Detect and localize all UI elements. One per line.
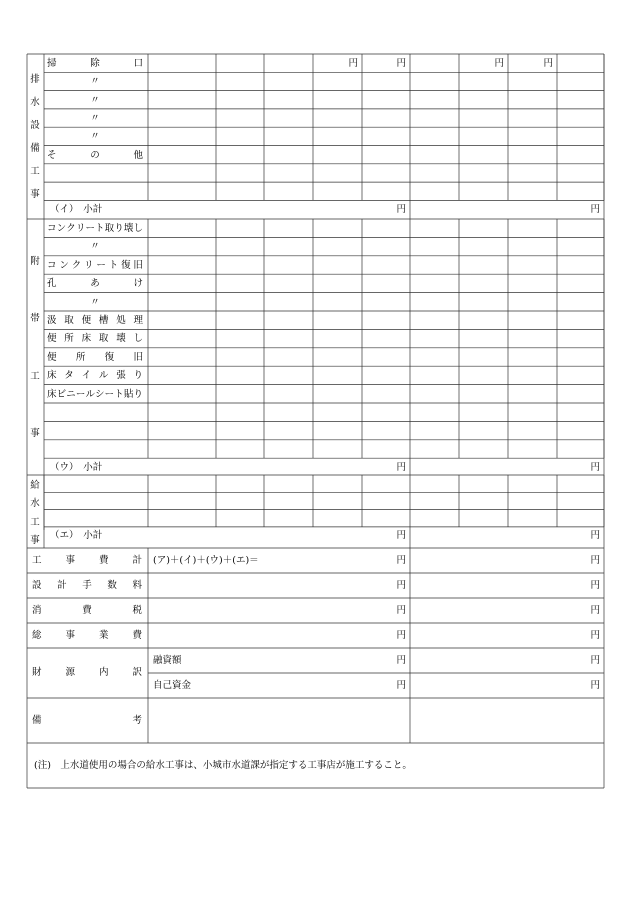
drainage-section-label-char: 備 [30,143,40,155]
auxiliary-subtotal-label: （ウ） 小計 [50,462,103,474]
remarks-label: 備 考 [32,714,142,726]
consumption-tax-label: 消 費 税 [32,604,142,616]
auxiliary-item-ditto: 〃 [90,296,100,308]
yen-unit: 円 [590,529,600,541]
auxiliary-item-label: コ ン ク リ ー ト 復 旧 [47,259,143,271]
drainage-item-ditto: 〃 [90,94,100,106]
yen-unit: 円 [590,654,600,666]
auxiliary-item-label: 床 タ イ ル 張 り [47,370,143,382]
yen-unit: 円 [494,58,504,69]
auxiliary-item-label: 床 ビ ニ ー ル シ ー ト 貼 り [47,388,143,400]
drainage-item-label: 掃 除 口 [47,58,143,69]
yen-unit: 円 [396,529,406,541]
yen-unit: 円 [396,462,406,474]
yen-unit: 円 [590,629,600,641]
yen-unit: 円 [396,579,406,591]
auxiliary-item-label: コ ン ク リ ー ト 取 り 壊 し [47,223,143,234]
auxiliary-item-label: 便 所 床 取 壊 し [47,333,143,345]
yen-unit: 円 [396,604,406,616]
drainage-section-label-char: 事 [30,189,40,201]
water-supply-section-label-char: 工 [30,516,40,528]
auxiliary-section-label-char: 帯 [30,313,40,325]
construction-total-label: 工 事 費 計 [32,554,142,566]
yen-unit: 円 [396,554,406,566]
yen-unit: 円 [590,462,600,474]
drainage-item-ditto: 〃 [90,76,100,88]
auxiliary-item-label: 便 所 復 旧 [47,351,143,363]
yen-unit: 円 [396,679,406,691]
construction-total-formula: (ア)＋(イ)＋(ウ)＋(エ)＝ [153,554,259,566]
water-supply-section-label-char: 給 [30,480,40,492]
total-project-cost-label: 総 事 業 費 [32,629,142,641]
auxiliary-section-label-char: 事 [30,428,40,440]
own-funds-label: 自己資金 [153,679,192,691]
yen-unit: 円 [396,58,406,69]
water-supply-section-label-char: 事 [30,534,40,546]
drainage-section-label-char: 水 [30,96,40,108]
yen-unit: 円 [543,58,553,69]
drainage-item-ditto: 〃 [90,112,100,124]
design-fee-label: 設 計 手 数 料 [32,579,142,591]
funding-breakdown-label: 財 源 内 訳 [32,667,142,678]
auxiliary-item-label: 汲 取 便 槽 処 理 [47,315,143,326]
yen-unit: 円 [590,604,600,616]
yen-unit: 円 [348,58,358,69]
drainage-section-label-char: 排 [30,73,40,85]
auxiliary-section-label-char: 工 [30,370,40,382]
auxiliary-item-label: 孔 あ け [47,278,143,290]
drainage-section-label-char: 設 [30,119,40,131]
drainage-item-ditto: 〃 [90,131,100,143]
yen-unit: 円 [396,654,406,666]
loan-amount-label: 融資額 [153,654,182,666]
yen-unit: 円 [396,629,406,641]
yen-unit: 円 [590,204,600,216]
auxiliary-section-label-char: 附 [30,255,40,267]
drainage-section-label-char: 工 [30,166,40,178]
yen-unit: 円 [590,554,600,566]
water-supply-section-label-char: 水 [30,498,40,510]
footnote: (注) 上水道使用の場合の給水工事は、小城市水道課が指定する工事店が施工すること。 [34,759,412,771]
auxiliary-item-ditto: 〃 [90,241,100,253]
drainage-subtotal-label: （イ） 小計 [50,204,103,216]
yen-unit: 円 [590,679,600,691]
yen-unit: 円 [396,204,406,216]
yen-unit: 円 [590,579,600,591]
water-supply-subtotal-label: （エ） 小計 [50,529,103,541]
drainage-item-label: そ の 他 [47,149,143,161]
